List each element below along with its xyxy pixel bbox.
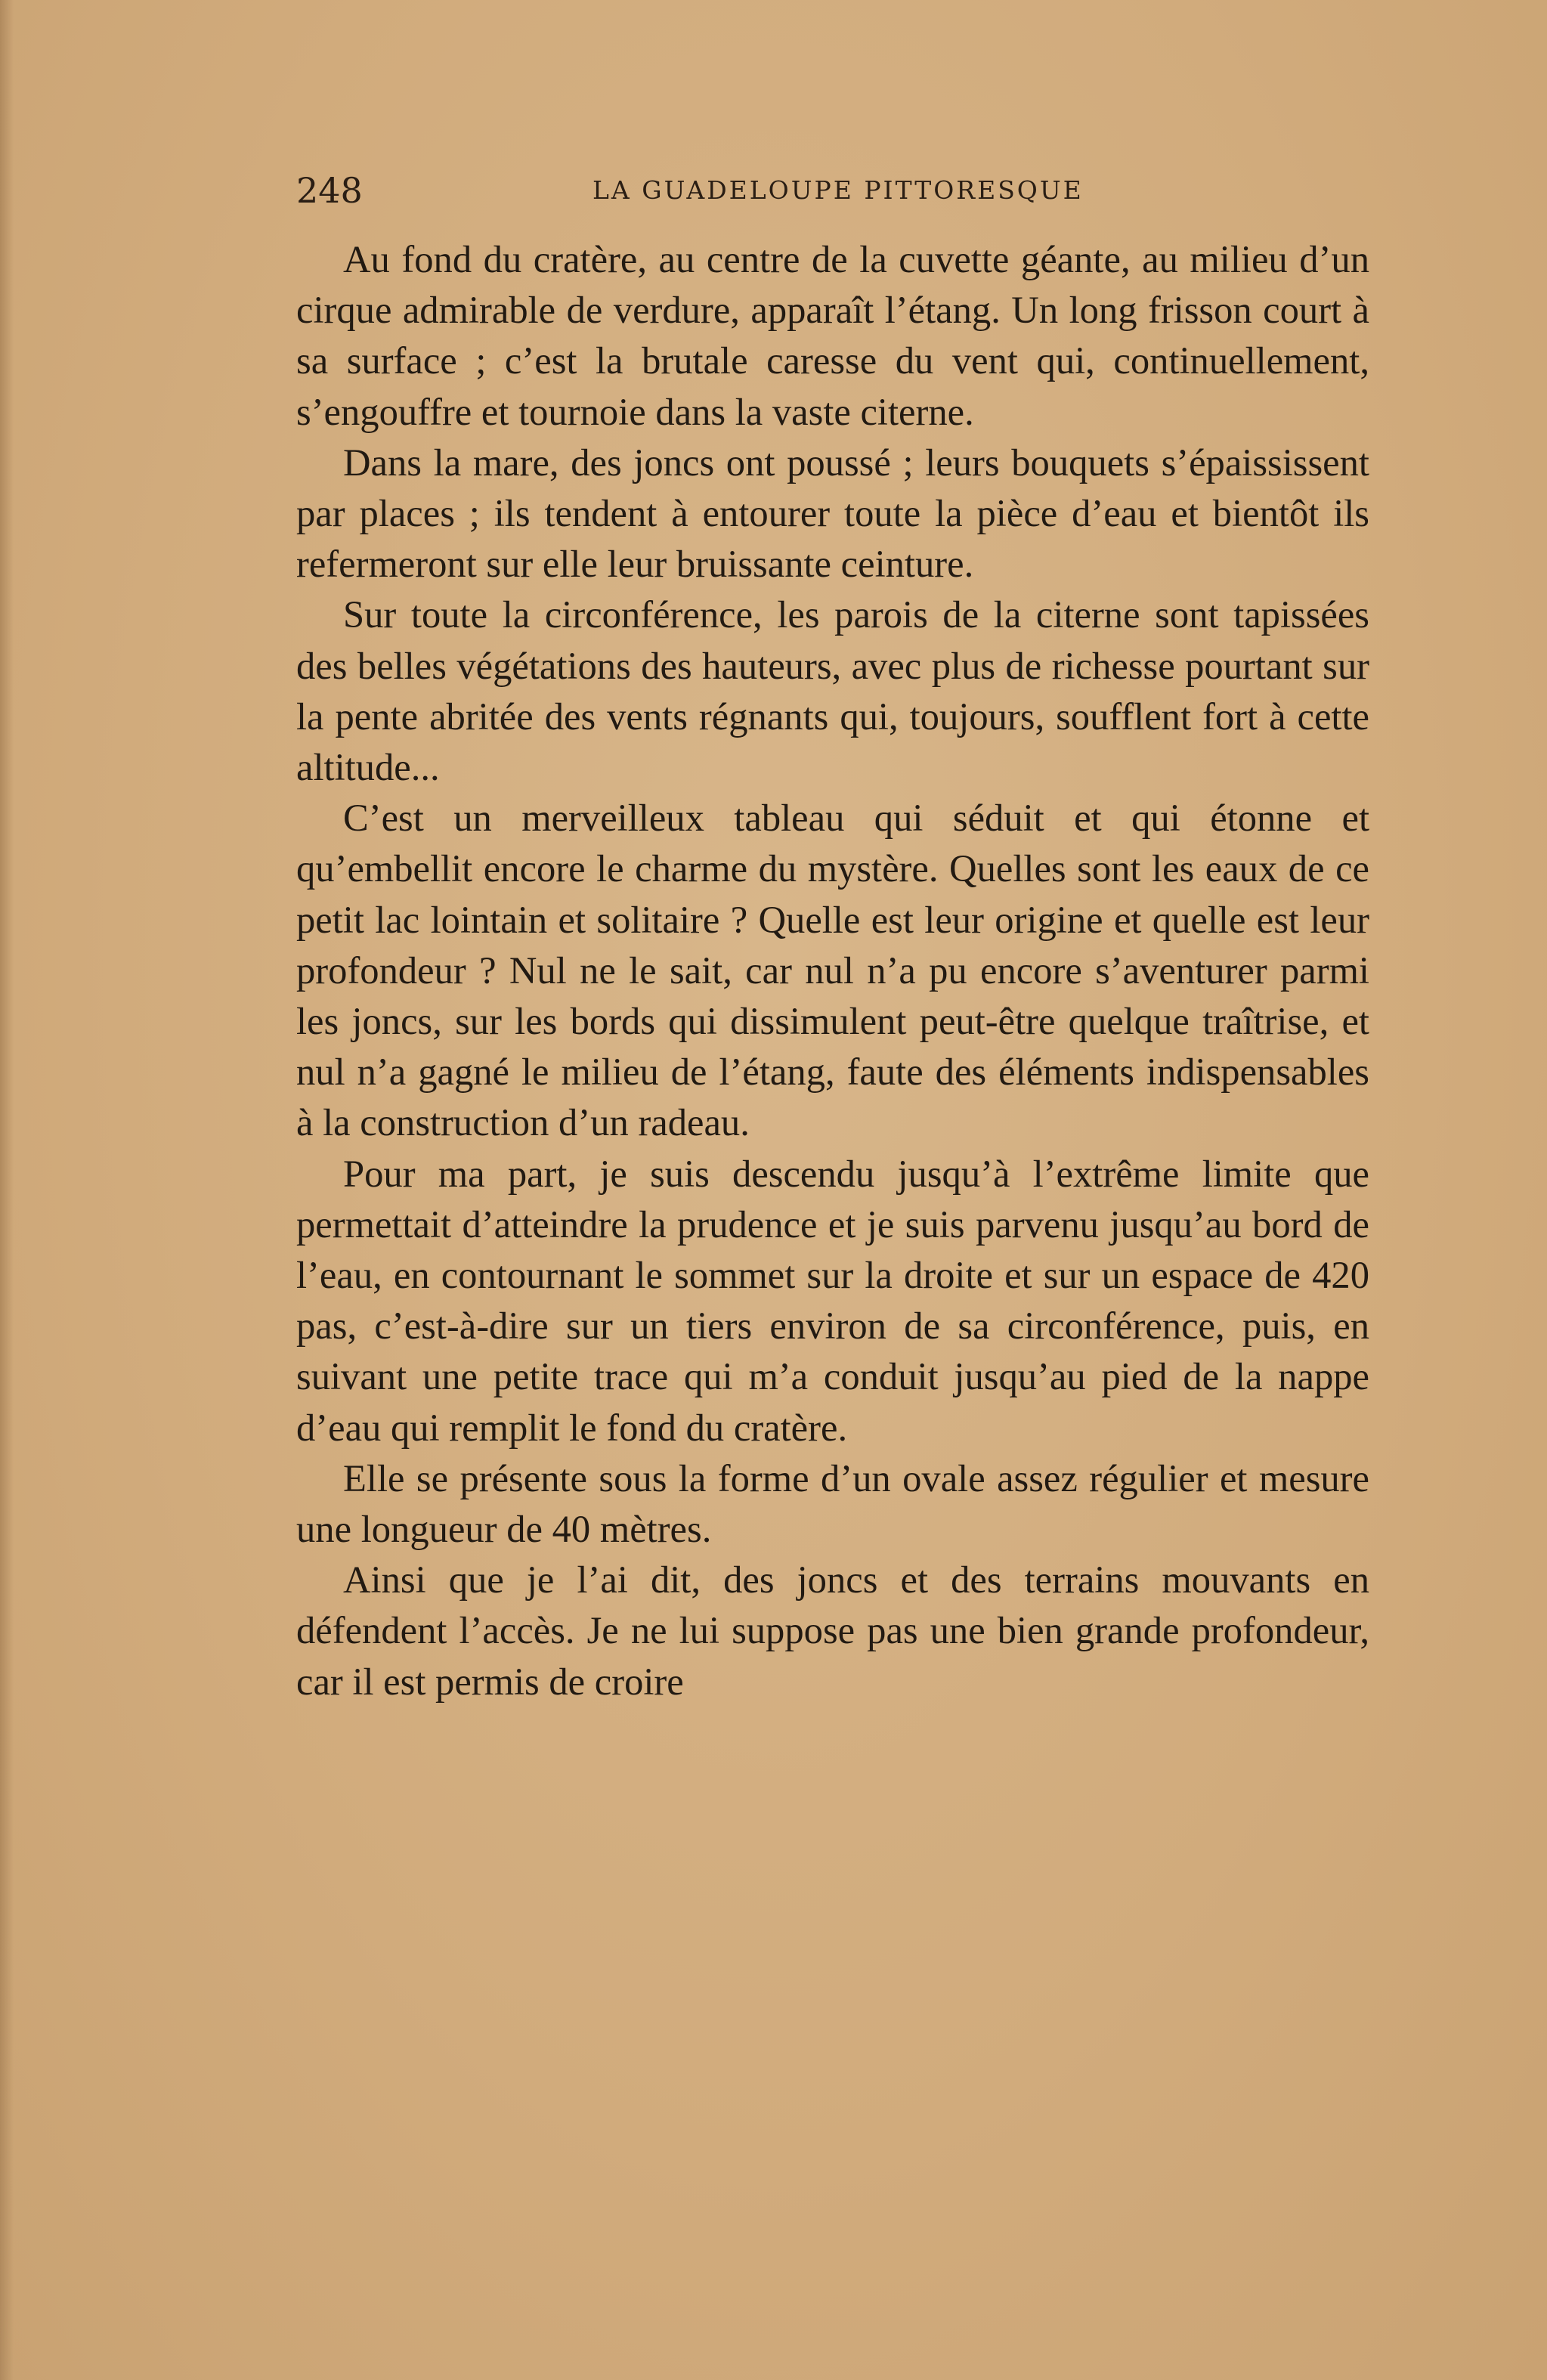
paragraph: Sur toute la circonférence, les parois de la citerne sont tapissées des belles végétations des hauteurs, avec plus de richesse pourtant sur la pente abritée des vents régnants qui, toujours, soufflent fort à cette altitude... (296, 593, 1369, 789)
paragraph: C’est un merveilleux tableau qui séduit et qui étonne et qu’embellit encore le charme du mystère. Quelles sont les eaux de ce petit lac lointain et solitaire ? Quelle est leur origine et quelle est leur profondeur ? Nul ne le sait, car nul n’a pu encore s’aventurer parmi les joncs, sur les bords qui dissimulent peut-être quelque traîtrise, et nul n’a gagné le milieu de l’étang, faute des éléments indispensables à la construction d’un radeau. (296, 797, 1369, 1144)
paragraph: Au fond du cratère, au centre de la cuvette géante, au milieu d’un cirque admirable de verdure, apparaît l’étang. Un long frisson court à sa surface ; c’est la brutale caresse du vent qui, continuellement, s’engouffre et tournoie dans la vaste citerne. (296, 238, 1369, 433)
body-text (296, 234, 1369, 1707)
page-binding-shadow (0, 0, 14, 2380)
paragraph: Pour ma part, je suis descendu jusqu’à l’extrême limite que permettait d’atteindre la prudence et je suis parvenu jusqu’au bord de l’eau, en contournant le sommet sur la droite et sur un espace de 420 pas, c’est-à-dire sur un tiers environ de sa circonférence, puis, en suivant une petite trace qui m’a conduit jusqu’au pied de la nappe d’eau qui remplit le fond du cratère. (296, 1152, 1369, 1449)
running-title: LA GUADELOUPE PITTORESQUE (593, 175, 1084, 205)
paragraph: Elle se présente sous la forme d’un ovale assez régulier et mesure une longueur de 40 mètres. (296, 1456, 1369, 1551)
paragraph: Dans la mare, des joncs ont poussé ; leurs bouquets s’épaississent par places ; ils tendent à entourer toute la pièce d’eau et bientôt ils refermeront sur elle leur bruissante ceinture. (296, 441, 1369, 586)
page-number: 248 (296, 170, 363, 211)
page-header (296, 168, 1369, 213)
paragraph: Ainsi que je l’ai dit, des joncs et des terrains mouvants en défendent l’accès. Je ne lui suppose pas une bien grande profondeur, car il est permis de croire (296, 1558, 1369, 1703)
